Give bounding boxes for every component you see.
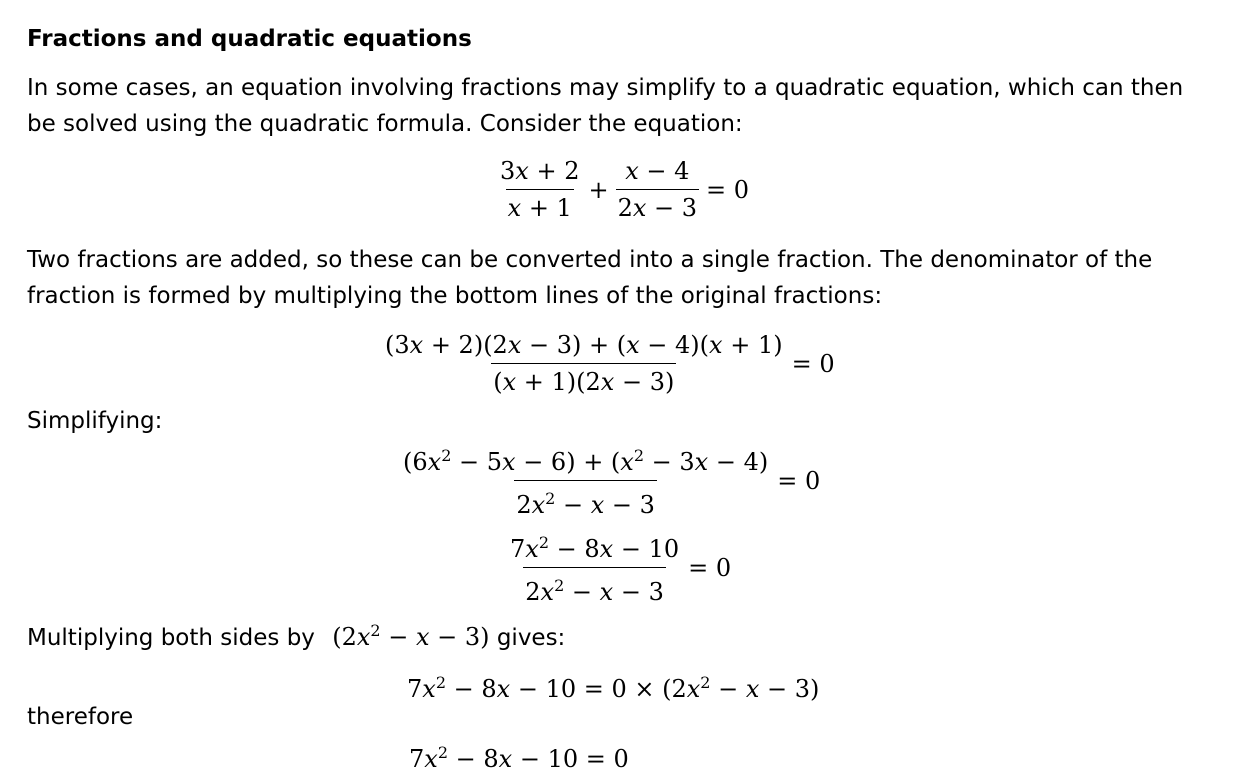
equals-zero: = 0 [688, 553, 732, 582]
para2-line-2: fraction is formed by multiplying the bottom lines of the original fractions: [27, 283, 883, 309]
therefore-label: therefore [27, 704, 134, 730]
equals-zero: = 0 [791, 349, 835, 378]
equation-combined [383, 330, 842, 397]
multiplying-line [27, 613, 565, 656]
intro-line-2: be solved using the quadratic formula. Consider the equation: [27, 111, 743, 137]
equation-final: $7x^2 - 8x - 10 = 0$ [409, 743, 629, 773]
equation-original: $\frac{3x + 2}{x + 1}$ + $\frac{x - 4}{2x - 3}$ = 0 [498, 156, 756, 223]
equation-simplified [508, 528, 738, 607]
multiplying-text: Multiplying both sides by [27, 625, 315, 651]
fraction-right: $\frac{x - 4}{2x - 3}$ [617, 157, 698, 222]
equals-zero: = 0 [706, 175, 750, 204]
fraction-expanded: $\frac{(6x^2 - 5x - 6) + (x^2 - 3x - 4)}{2x^2 - x - 3}$ [403, 446, 769, 519]
fraction-combined: $\frac{(3x + 2)(2x - 3) + (x - 4)(x + 1)}{(x + 1)(2x - 3)}$ [385, 331, 783, 396]
section-title: Fractions and quadratic equations [27, 26, 472, 52]
simplifying-label: Simplifying: [27, 408, 163, 434]
fraction-simplified: $\frac{7x^2 - 8x - 10}{2x^2 - x - 3}$ [510, 533, 680, 606]
equation-multiplied: $7x^2 - 8x - 10 = 0 \times (2x^2 - x - 3)$ [407, 673, 820, 703]
gives-text: gives: [489, 625, 566, 651]
para2-line-1: Two fractions are added, so these can be converted into a single fraction. The denominator of the [27, 247, 1153, 273]
equation-expanded [401, 441, 827, 520]
multiplier-expression: $(2x^2 - x - 3)$ [332, 621, 490, 651]
intro-line-1: In some cases, an equation involving fractions may simplify to a quadratic equation, which can then [27, 75, 1184, 101]
fraction-left: $\frac{3x + 2}{x + 1}$ [500, 157, 580, 222]
equals-zero: = 0 [777, 466, 821, 495]
